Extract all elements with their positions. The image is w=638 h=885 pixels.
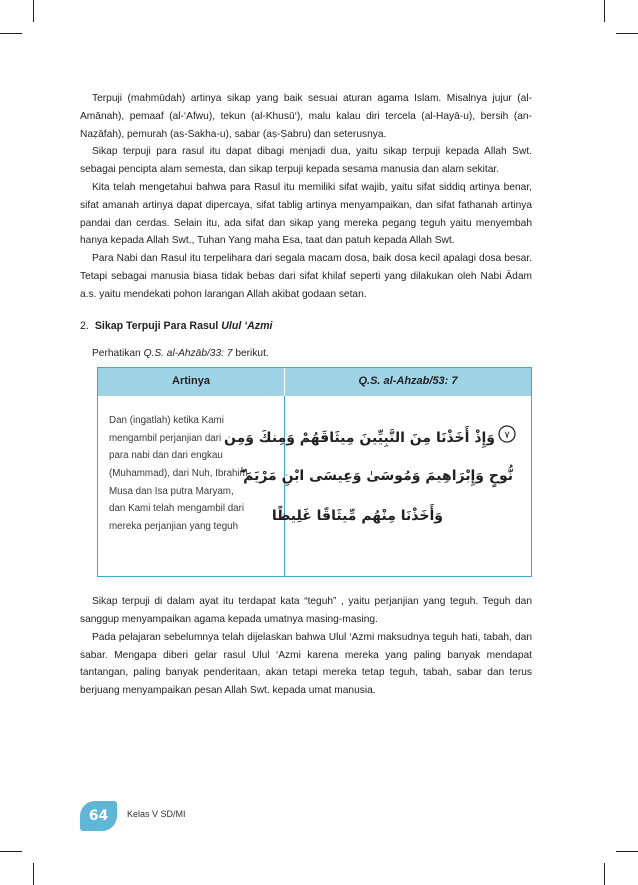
paragraph-two-kinds: Sikap terpuji para rasul itu dapat dibagi menjadi dua, yaitu sikap terpuji kepada Allah Swt. sebagai pencipta alam semesta, dan sikap terpuji kepada sesama manusia dan alam sekitar. bbox=[80, 146, 532, 176]
crop-mark-br-v bbox=[604, 863, 605, 885]
section-heading bbox=[80, 318, 532, 336]
page-number-badge bbox=[80, 801, 117, 831]
translation-line: dan Kami telah mengambil dari bbox=[109, 503, 245, 515]
crop-mark-tl-v bbox=[33, 0, 34, 22]
section-title-italic: Ulul ‘Azmi bbox=[221, 319, 273, 332]
translation-line: (Muhammad), dari Nuh, Ibrahim, bbox=[109, 467, 251, 479]
verse-number: ٧ bbox=[504, 430, 510, 442]
intro-reference: Q.S. al-Ahzāb/33: 7 bbox=[143, 348, 233, 360]
paragraph-maksum: Para Nabi dan Rasul itu terpelihara dari segala macam dosa, baik dosa kecil apalagi dosa besar. Tetapi sebagai manusia biasa tidak bebas dari sifat khilaf seperti yang dilakukan oleh Nabi Ādam a.s. yaitu mendekati pohon larangan Allah akibat godaan setan. bbox=[80, 253, 532, 300]
translation-line: Dan (ingatlah) ketika Kami bbox=[109, 415, 224, 427]
intro-before: Perhatikan bbox=[92, 348, 141, 360]
verse-table bbox=[97, 367, 532, 577]
crop-mark-tl-h bbox=[0, 33, 22, 34]
translation-line: mengambil perjanjian dari bbox=[109, 432, 222, 444]
translation-line: para nabi dan dari engkau bbox=[109, 450, 223, 462]
crop-mark-br-h bbox=[616, 851, 638, 852]
page-number: 64 bbox=[88, 808, 109, 824]
paragraph-wajib-traits: Kita telah mengetahui bahwa para Rasul itu memiliki sifat wajib, yaitu sifat siddiq artinya benar, sifat amanah artinya dapat dipercaya, sifat tablig artinya menyampaikan, dan sifat fathanah artinya pandai dan cerdas. Selain itu, ada sifat dan sikap yang mereka pegang teguh yaitu menyembah hanya kepada Allah Swt., Tuhan Yang maha Esa, taat dan patuh kepada Allah Swt. bbox=[80, 181, 532, 247]
header-surah: Q.S. al-Ahzab/53: 7 bbox=[358, 375, 458, 388]
arabic-line: نُّوحٍ وَإِبْرَاهِيمَ وَمُوسَىٰ وَعِيسَى ابْنِ مَرْيَمَ ۖ bbox=[239, 468, 513, 485]
paragraph-terpuji: Terpuji (maḥmūdah) artinya sikap yang baik sesuai aturan agama Islam. Misalnya jujur (al-Amānah), pemaaf (al-‘Afwu), tekun (al-Khusū‘), malu kalau diri tercela (al-Hayā-u), bersih (an-Naẓāfah), pemurah (as-Sakha-u), sabar (aṣ-Ṣabru) dan seterusnya. bbox=[80, 93, 532, 140]
footer-label: Kelas V SD/MI bbox=[127, 809, 186, 819]
arabic-line: وَأَخَذْنَا مِنْهُم مِّيثَاقًا غَلِيظًا bbox=[271, 508, 443, 525]
column-divider bbox=[284, 396, 285, 576]
crop-mark-bl-h bbox=[0, 851, 22, 852]
arabic-line: وَإِذْ أَخَذْنَا مِنَ النَّبِيِّينَ مِيثَاقَهُمْ وَمِنكَ وَمِن bbox=[223, 430, 495, 447]
header-artinya: Artinya bbox=[98, 368, 285, 396]
table-intro bbox=[92, 345, 532, 363]
intro-after: berikut. bbox=[235, 348, 269, 360]
arabic-verse bbox=[223, 420, 525, 540]
paragraph-teguh: Sikap terpuji di dalam ayat itu terdapat kata “teguh” , yaitu perjanjian yang teguh. Teguh dan sanggup menyampaikan agama kepada umatnya masing-masing. bbox=[80, 596, 532, 625]
table-header bbox=[98, 368, 531, 396]
crop-mark-tr-h bbox=[616, 33, 638, 34]
translation-line: Musa dan Isa putra Maryam, bbox=[109, 485, 234, 497]
crop-mark-bl-v bbox=[33, 863, 34, 885]
page-content bbox=[80, 90, 532, 700]
section-title: Sikap Terpuji Para Rasul bbox=[94, 319, 219, 332]
crop-mark-tr-v bbox=[604, 0, 605, 22]
translation-line: mereka perjanjian yang teguh bbox=[109, 520, 239, 532]
paragraph-ulul-azmi: Pada pelajaran sebelumnya telah dijelaskan bahwa Ulul ‘Azmi maksudnya teguh hati, tabah, dan sabar. Mengapa diberi gelar rasul Ulul ‘Azmi karena mereka yang paling banyak mendapat tantangan, paling banyak penderitaan, akan tetapi mereka tetap teguh, tabah, sabar dan terus berjuang menyampaikan pesan Allah Swt. kepada umat manusia. bbox=[80, 631, 532, 697]
section-number: 2. bbox=[80, 319, 89, 332]
